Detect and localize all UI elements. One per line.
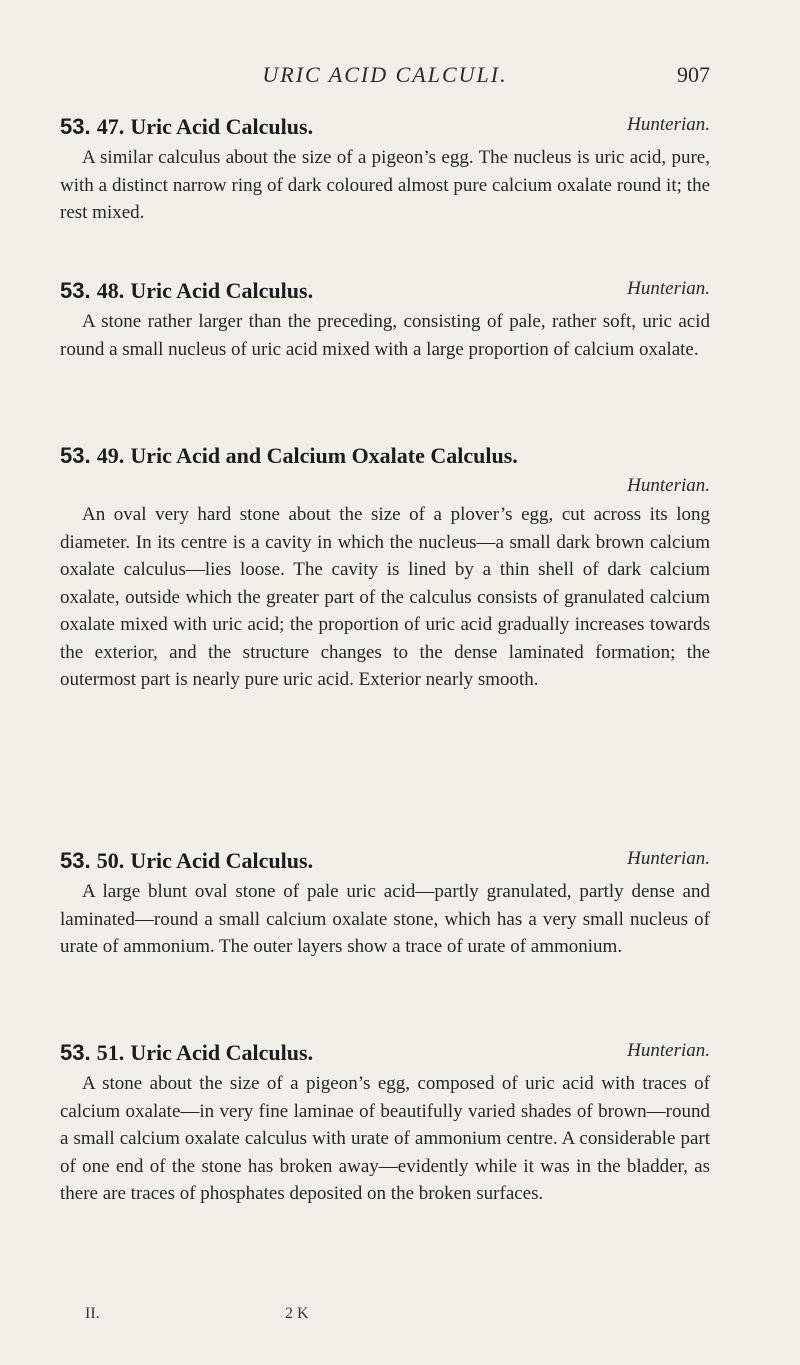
page-number: 907: [677, 62, 710, 87]
signature-mark: 2 K: [285, 1305, 309, 1322]
entry-title: Uric Acid Calculus.: [130, 1040, 314, 1065]
entry-number-major: 53.: [60, 1040, 91, 1065]
running-head: [60, 62, 710, 90]
catalogue-entry: [60, 278, 710, 363]
entry-description: A stone about the size of a pigeon’s egg, composed of uric acid with traces of calcium oxalate—in very fine laminae of beautifully varied shades of brown—round a small calcium oxalate calculus with urate of ammonium centre. A considerable part of one end of the stone has broken away—evidently while it was in the bladder, as there are traces of phosphates deposited on the broken surfaces.: [60, 1073, 710, 1204]
entry-heading-row: [60, 1040, 710, 1070]
entry-number-major: 53.: [60, 278, 91, 303]
entry-heading-row: [60, 114, 710, 144]
entry-number-minor: 47.: [96, 114, 125, 139]
entry-description: An oval very hard stone about the size of a plover’s egg, cut across its long diameter. In its centre is a cavity in which the nucleus—a small dark brown calcium oxalate calculus—lies loose. The cavity is lined by a thin shell of dark calcium oxalate, outside which the greater part of the calculus consists of granulated calcium oxalate mixed with uric acid; the proportion of uric acid gradually increases towards the exterior, and the structure changes to the dense laminated formation; the outermost part is nearly pure uric acid. Exterior nearly smooth.: [60, 504, 710, 690]
entry-source: Hunterian.: [627, 278, 710, 299]
entry-description: A similar calculus about the size of a pigeon’s egg. The nucleus is uric acid, pure, with a distinct narrow ring of dark coloured almost pure calcium oxalate round it; the rest mixed.: [60, 147, 710, 223]
entry-source: Hunterian.: [627, 114, 710, 135]
catalogue-entry: [60, 114, 710, 227]
entry-title: Uric Acid Calculus.: [130, 848, 314, 873]
running-title: URIC ACID CALCULI.: [262, 62, 508, 87]
entry-title: Uric Acid and Calcium Oxalate Calculus.: [130, 443, 518, 468]
entry-heading: [60, 1040, 313, 1065]
entry-heading-row: [60, 443, 710, 473]
page-footer: [85, 1305, 309, 1323]
entry-number-minor: 49.: [96, 443, 125, 468]
entry-number-major: 53.: [60, 443, 91, 468]
entry-description: A stone rather larger than the preceding, consisting of pale, rather soft, uric acid round a small nucleus of uric acid mixed with a large proportion of calcium oxalate.: [60, 311, 710, 360]
catalogue-entry: [60, 1040, 710, 1208]
entry-title: Uric Acid Calculus.: [130, 114, 314, 139]
entry-heading: [60, 848, 313, 873]
catalogue-entry: [60, 443, 710, 694]
entry-number-major: 53.: [60, 848, 91, 873]
volume-number: II.: [85, 1305, 100, 1322]
entry-heading-row: [60, 848, 710, 878]
entry-number-minor: 48.: [96, 278, 125, 303]
entry-number-major: 53.: [60, 114, 91, 139]
entry-title: Uric Acid Calculus.: [130, 278, 314, 303]
entry-source: Hunterian.: [627, 848, 710, 869]
entry-heading: [60, 443, 518, 468]
entry-source: Hunterian.: [627, 475, 710, 496]
entry-heading: [60, 114, 313, 139]
entry-number-minor: 51.: [96, 1040, 125, 1065]
entry-source: Hunterian.: [627, 1040, 710, 1061]
entry-heading: [60, 278, 313, 303]
entry-heading-row: [60, 278, 710, 308]
catalogue-entry: [60, 848, 710, 961]
entry-description: A large blunt oval stone of pale uric acid—partly granulated, partly dense and laminated—round a small calcium oxalate stone, which has a very small nucleus of urate of ammonium. The outer layers show a trace of urate of ammonium.: [60, 881, 710, 957]
entry-number-minor: 50.: [96, 848, 125, 873]
